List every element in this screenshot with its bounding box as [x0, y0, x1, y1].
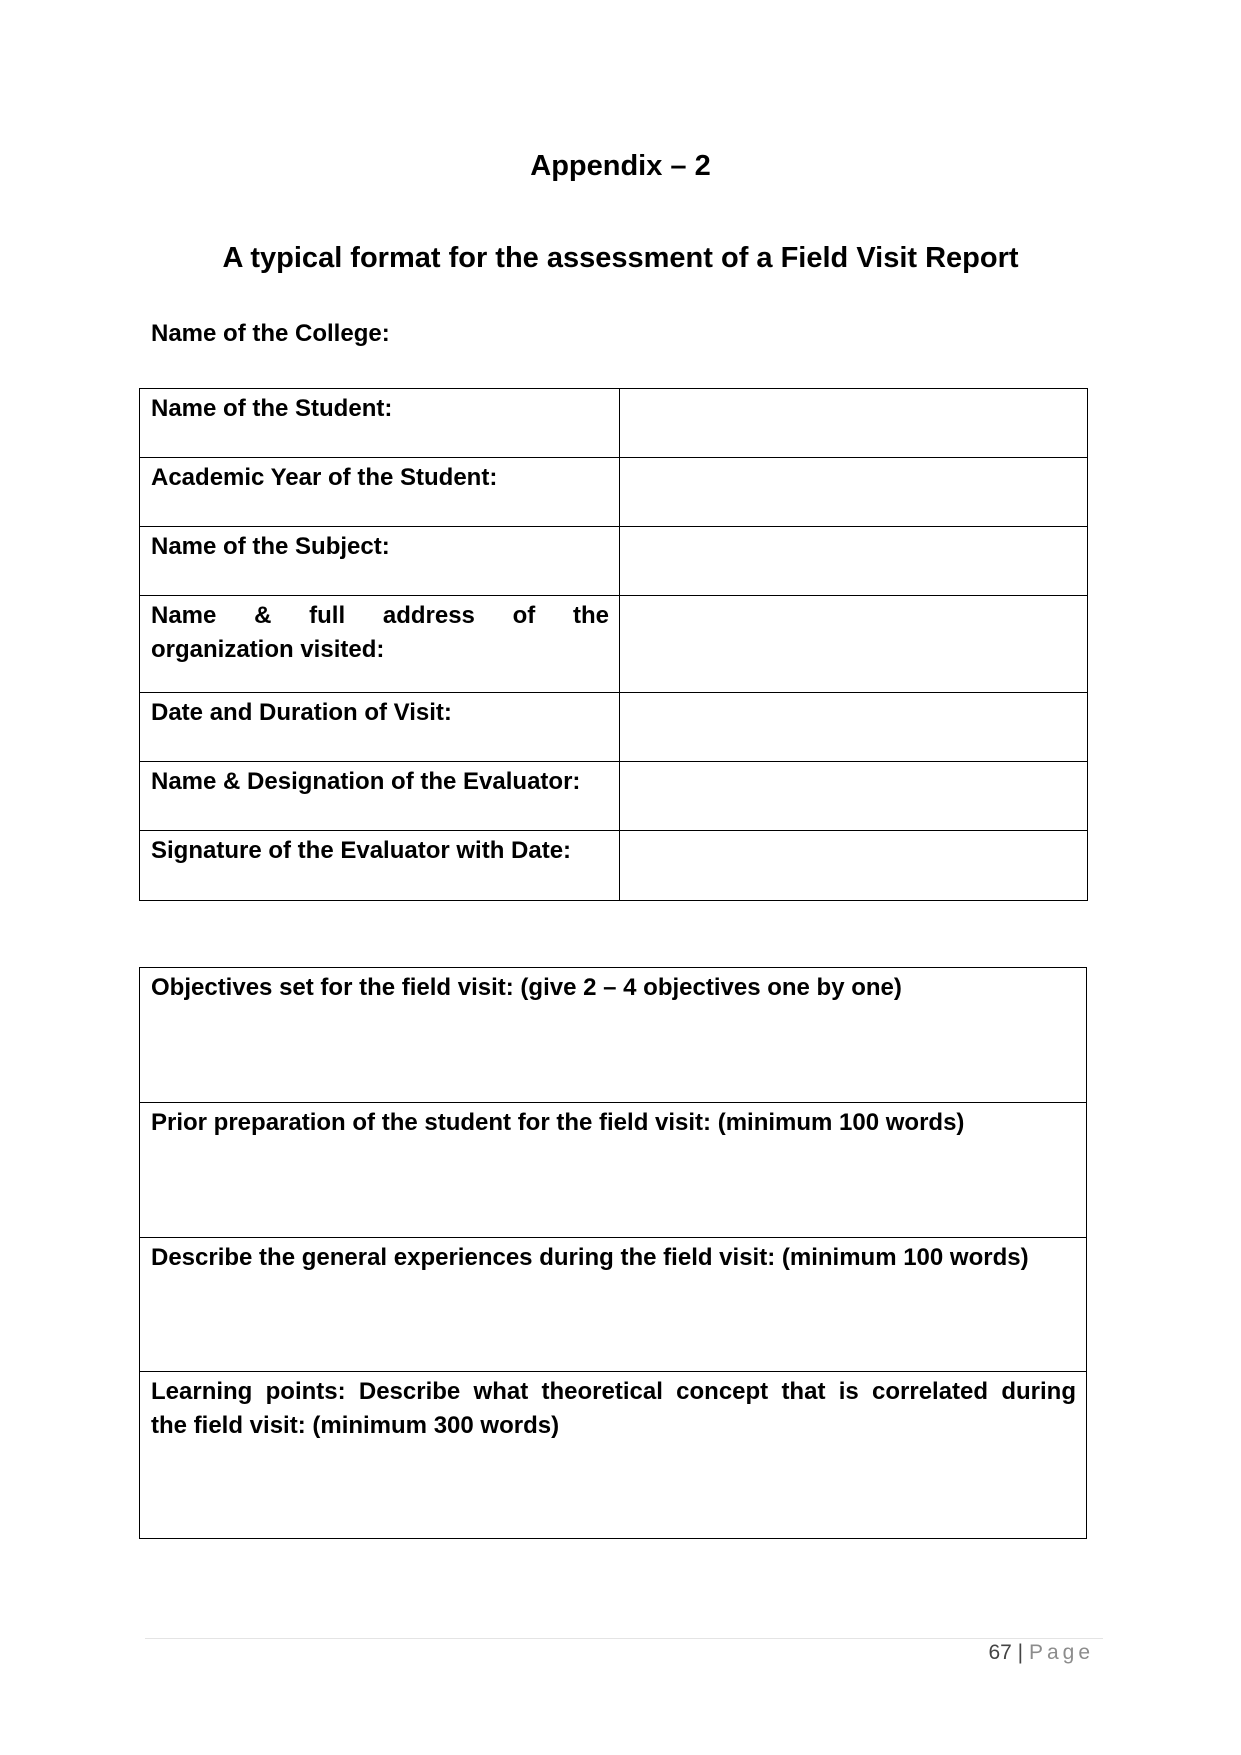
page-word: Page [1028, 1641, 1094, 1664]
organization-address-label-line1: Name & full address of the [151, 602, 609, 629]
assessment-table [139, 967, 1087, 1539]
subject-name-field[interactable] [620, 527, 1088, 596]
table-row [140, 968, 1087, 1103]
organization-address-label [140, 596, 620, 693]
student-details-table [139, 388, 1088, 901]
footer-divider [145, 1638, 1103, 1639]
form-title: A typical format for the assessment of a Field Visit Report [222, 242, 1019, 274]
evaluator-signature-label: Signature of the Evaluator with Date: [140, 831, 620, 901]
table-row [140, 389, 1088, 458]
evaluator-name-designation-field[interactable] [620, 762, 1088, 831]
learning-points-label-line2: the field visit: (minimum 300 words) [151, 1412, 560, 1439]
table-row [140, 596, 1088, 693]
page-number: 67 [988, 1641, 1012, 1664]
organization-address-label-line2: organization visited: [151, 636, 385, 663]
college-name-label: Name of the College: [151, 320, 390, 347]
prior-preparation-section[interactable]: Prior preparation of the student for the field visit: (minimum 100 words) [140, 1103, 1087, 1238]
academic-year-label: Academic Year of the Student: [140, 458, 620, 527]
visit-date-duration-field[interactable] [620, 693, 1088, 762]
table-row [140, 831, 1088, 901]
subject-name-label: Name of the Subject: [140, 527, 620, 596]
learning-points-section[interactable] [140, 1372, 1087, 1539]
footer-separator: | [1017, 1641, 1024, 1664]
appendix-title: Appendix – 2 [530, 150, 711, 182]
table-row [140, 1103, 1087, 1238]
table-row [140, 1372, 1087, 1539]
table-row [140, 1238, 1087, 1372]
general-experiences-section[interactable]: Describe the general experiences during the field visit: (minimum 100 words) [140, 1238, 1087, 1372]
table-row [140, 762, 1088, 831]
page-footer [988, 1641, 1094, 1665]
student-name-label: Name of the Student: [140, 389, 620, 458]
academic-year-field[interactable] [620, 458, 1088, 527]
evaluator-signature-field[interactable] [620, 831, 1088, 901]
table-row [140, 458, 1088, 527]
table-row [140, 527, 1088, 596]
organization-address-field[interactable] [620, 596, 1088, 693]
evaluator-name-designation-label: Name & Designation of the Evaluator: [140, 762, 620, 831]
learning-points-label-line1: Learning points: Describe what theoretical concept that is correlated during [151, 1378, 1076, 1405]
visit-date-duration-label: Date and Duration of Visit: [140, 693, 620, 762]
table-row [140, 693, 1088, 762]
objectives-section[interactable]: Objectives set for the field visit: (give 2 – 4 objectives one by one) [140, 968, 1087, 1103]
student-name-field[interactable] [620, 389, 1088, 458]
